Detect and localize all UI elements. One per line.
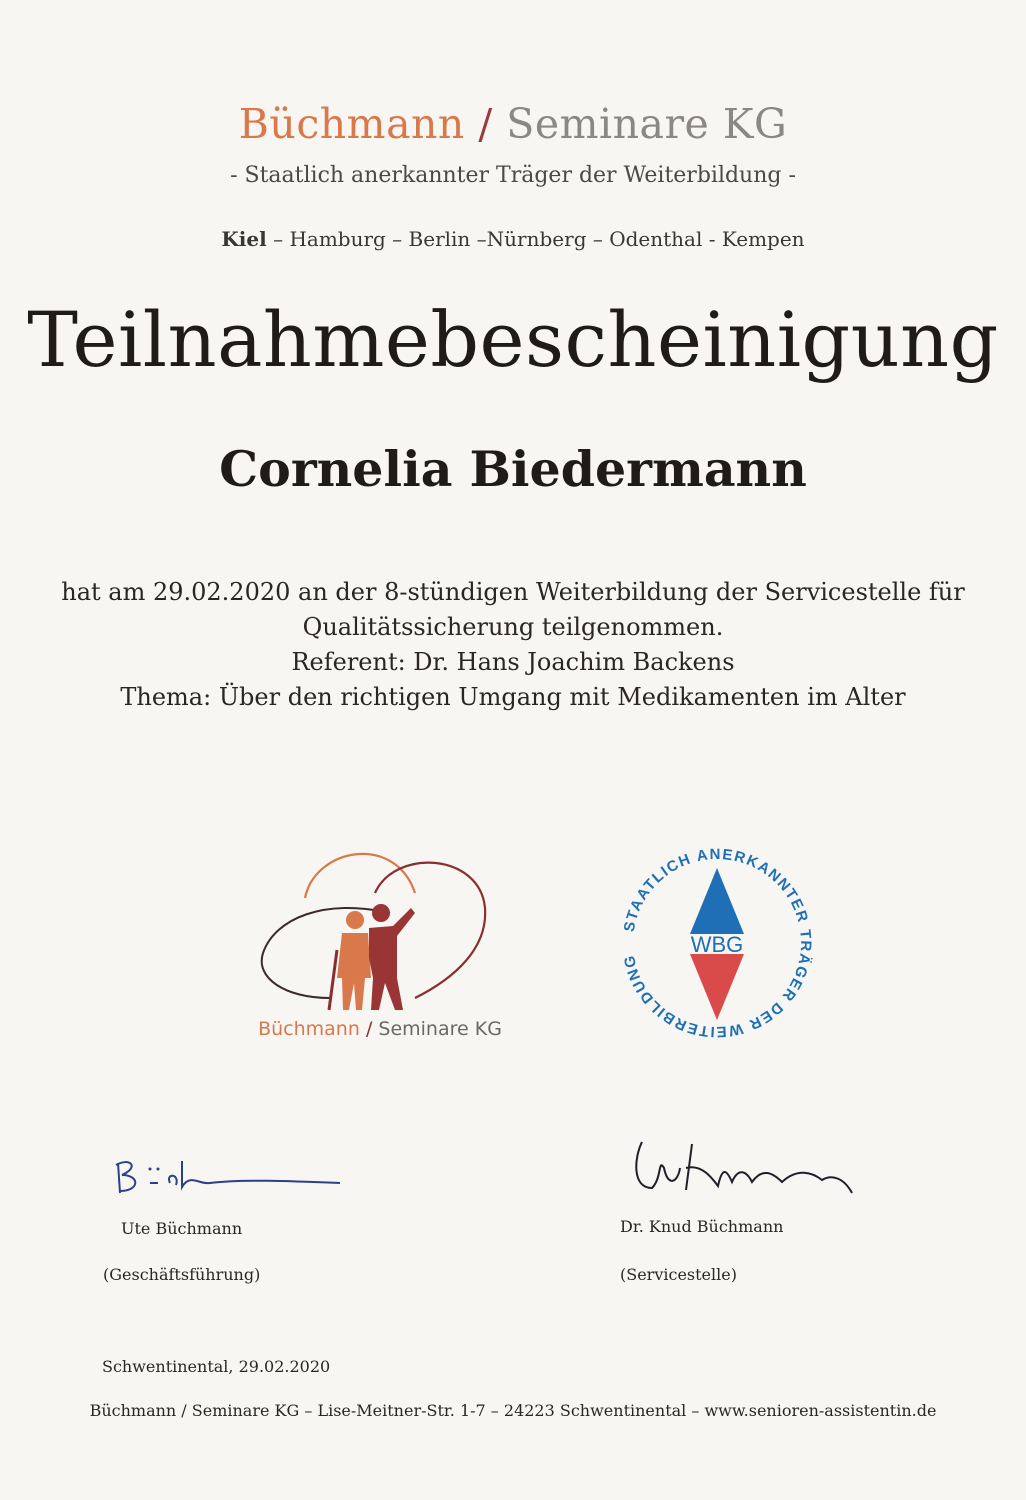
logo-part1: Büchmann — [258, 1018, 360, 1040]
signature-ute-buechmann — [110, 1155, 350, 1205]
signatory-role-2: (Servicestelle) — [620, 1265, 737, 1284]
svg-text:WBG: WBG — [690, 932, 744, 957]
city-primary: Kiel — [221, 227, 267, 251]
cities-rest: – Hamburg – Berlin –Nürnberg – Odenthal - Kempen — [266, 227, 805, 251]
place-date: Schwentinental, 29.02.2020 — [102, 1357, 331, 1376]
wbg-seal-icon — [612, 838, 822, 1048]
body-line-3: Referent: Dr. Hans Joachim Backens — [291, 648, 735, 676]
company-brand — [0, 100, 1026, 148]
recipient-name: Cornelia Biedermann — [219, 440, 807, 498]
signatory-name-2: Dr. Knud Büchmann — [620, 1217, 784, 1236]
tagline: - Staatlich anerkannter Träger der Weiterbildung - — [230, 163, 796, 188]
certificate-body — [0, 575, 1026, 715]
signatory-role-1: (Geschäftsführung) — [103, 1265, 261, 1284]
footer-address: Büchmann / Seminare KG – Lise-Meitner-Str. 1-7 – 24223 Schwentinental – www.senioren-assistentin.de — [89, 1401, 937, 1420]
people-heart-icon — [245, 838, 515, 1018]
brand-part1: Büchmann — [238, 100, 465, 148]
signature-knud-buechmann — [622, 1138, 862, 1208]
body-line-1: hat am 29.02.2020 an der 8-stündigen Weiterbildung der Servicestelle für — [61, 578, 965, 606]
logo-slash: / — [365, 1018, 373, 1040]
body-line-2: Qualitätssicherung teilgenommen. — [302, 613, 724, 641]
document-title: Teilnahmebescheinigung — [27, 295, 999, 384]
signatory-name-1: Ute Büchmann — [121, 1219, 243, 1238]
logo-part2: Seminare KG — [378, 1018, 502, 1040]
company-logo — [245, 838, 515, 1048]
logo-wordmark — [245, 1018, 515, 1040]
brand-slash: / — [478, 100, 493, 148]
brand-part2: Seminare KG — [506, 100, 788, 148]
cities-line — [0, 227, 1026, 251]
svg-text:STAATLICH ANERKANNTER TRÄGER D: STAATLICH ANERKANNTER TRÄGER DER WEITERBILDUNG — [620, 845, 815, 1041]
body-line-4: Thema: Über den richtigen Umgang mit Medikamenten im Alter — [120, 683, 906, 711]
wbg-seal — [612, 838, 822, 1048]
